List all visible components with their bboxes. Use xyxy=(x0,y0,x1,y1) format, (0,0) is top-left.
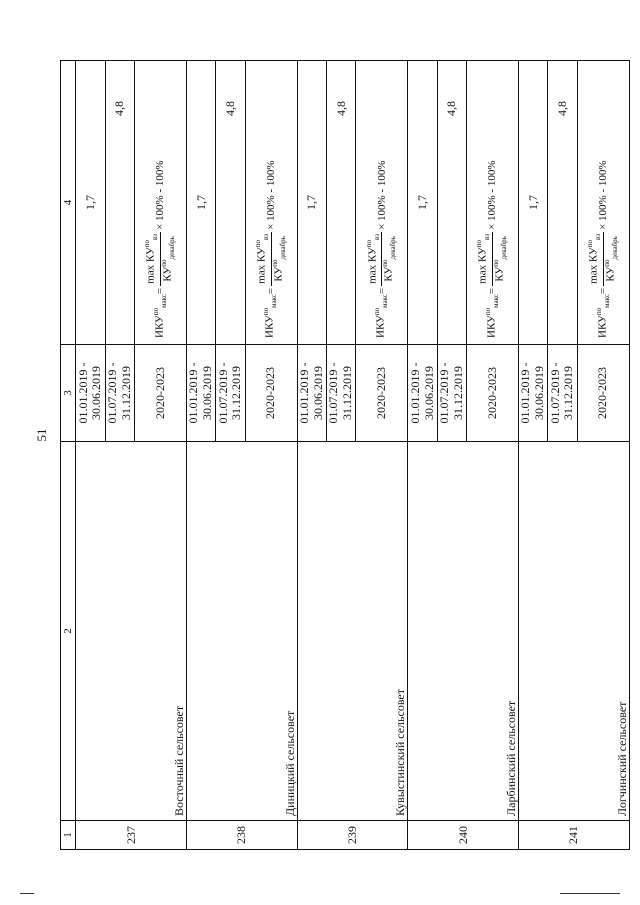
settlement-name: Ларбинский сельсовет xyxy=(408,442,519,821)
formula-cell xyxy=(577,61,629,345)
formula-lhs xyxy=(596,294,612,338)
formula-numerator xyxy=(476,232,493,286)
numerator-sub: вз xyxy=(483,233,492,240)
numerator-text: max КУ xyxy=(366,247,379,284)
formula-equals: = xyxy=(265,287,278,295)
scan-artifact xyxy=(20,893,34,894)
formula-fraction xyxy=(476,232,508,286)
table-row xyxy=(408,61,437,850)
header-col-4: 4 xyxy=(61,61,76,345)
formula-tail: × 100% - 100% xyxy=(597,160,610,230)
formula-denominator xyxy=(161,232,177,286)
row-number: 239 xyxy=(297,821,408,850)
header-col-3: 3 xyxy=(61,345,76,442)
denominator-sup: по xyxy=(492,259,500,267)
numerator-sub: вз xyxy=(372,233,381,240)
value-first-half: 1,7 xyxy=(76,61,105,345)
formula-lhs xyxy=(263,294,279,338)
formula-lhs-sub: макс xyxy=(380,294,389,308)
value-second-half: 4,8 xyxy=(437,61,466,345)
formula-denominator xyxy=(604,232,620,286)
formula xyxy=(143,160,176,338)
denominator-sub: декабрь xyxy=(278,236,287,260)
formula-tail: × 100% - 100% xyxy=(486,160,499,230)
rotated-table-area xyxy=(60,60,630,850)
period-first-half: 01.01.2019 - 30.06.2019 xyxy=(76,345,105,442)
numerator-sup: по xyxy=(586,240,595,248)
formula-lhs-text: ИКУ xyxy=(374,315,387,338)
value-second-half: 4,8 xyxy=(105,61,134,345)
table-wrapper xyxy=(60,60,630,850)
period-range: 2020-2023 xyxy=(356,345,408,442)
period-range: 2020-2023 xyxy=(134,345,186,442)
formula-lhs-text: ИКУ xyxy=(153,315,166,338)
denominator-sub: декабрь xyxy=(167,236,176,260)
formula-lhs-text: ИКУ xyxy=(596,315,609,338)
formula-lhs-sub: макс xyxy=(159,294,168,308)
numerator-text: max КУ xyxy=(255,247,268,284)
row-number: 241 xyxy=(519,821,630,850)
denominator-text: КУ xyxy=(604,266,617,282)
value-second-half: 4,8 xyxy=(548,61,577,345)
value-second-half: 4,8 xyxy=(216,61,245,345)
numerator-text: max КУ xyxy=(587,247,600,284)
numerator-sub: вз xyxy=(594,233,603,240)
settlement-name: Логчинский сельсовет xyxy=(519,442,630,821)
row-number: 240 xyxy=(408,821,519,850)
formula-fraction xyxy=(255,232,287,286)
formula-numerator xyxy=(587,232,604,286)
numerator-sup: по xyxy=(254,240,263,248)
formula xyxy=(254,160,287,338)
formula-equals: = xyxy=(154,287,167,295)
formula-lhs-sub: макс xyxy=(270,294,279,308)
period-second-half: 01.07.2019 - 31.12.2019 xyxy=(548,345,577,442)
numerator-sub: вз xyxy=(261,233,270,240)
period-first-half: 01.01.2019 - 30.06.2019 xyxy=(187,345,216,442)
formula-cell xyxy=(356,61,408,345)
header-row xyxy=(61,61,76,850)
formula-lhs-text: ИКУ xyxy=(485,315,498,338)
formula-lhs xyxy=(485,294,501,338)
settlement-name: Восточный сельсовет xyxy=(76,442,187,821)
scan-artifact xyxy=(560,893,620,894)
numerator-sup: по xyxy=(475,240,484,248)
formula-fraction xyxy=(144,232,176,286)
denominator-text: КУ xyxy=(493,266,506,282)
denominator-text: КУ xyxy=(382,266,395,282)
formula-cell xyxy=(134,61,186,345)
formula-lhs-sub: макс xyxy=(491,294,500,308)
formula-fraction xyxy=(587,232,619,286)
period-second-half: 01.07.2019 - 31.12.2019 xyxy=(105,345,134,442)
formula-equals: = xyxy=(375,287,388,295)
period-second-half: 01.07.2019 - 31.12.2019 xyxy=(326,345,355,442)
table-row xyxy=(519,61,548,850)
numerator-sup: по xyxy=(143,240,152,248)
denominator-sub: декабрь xyxy=(499,236,508,260)
denominator-text: КУ xyxy=(272,266,285,282)
formula-numerator xyxy=(144,232,161,286)
numerator-text: max КУ xyxy=(477,247,490,284)
formula-equals: = xyxy=(486,287,499,295)
formula-lhs xyxy=(153,294,169,338)
period-second-half: 01.07.2019 - 31.12.2019 xyxy=(216,345,245,442)
formula-cell xyxy=(466,61,518,345)
numerator-sup: по xyxy=(364,240,373,248)
formula xyxy=(475,160,508,338)
value-first-half: 1,7 xyxy=(519,61,548,345)
formula-tail: × 100% - 100% xyxy=(375,160,388,230)
period-range: 2020-2023 xyxy=(466,345,518,442)
period-range: 2020-2023 xyxy=(577,345,629,442)
formula-fraction xyxy=(366,232,398,286)
period-range: 2020-2023 xyxy=(245,345,297,442)
header-col-2: 2 xyxy=(61,442,76,821)
settlement-name: Кувыстинский сельсовет xyxy=(297,442,408,821)
denominator-sup: по xyxy=(381,259,390,267)
period-second-half: 01.07.2019 - 31.12.2019 xyxy=(437,345,466,442)
formula-denominator xyxy=(382,232,398,286)
page-number: 51 xyxy=(34,428,49,442)
formula-denominator xyxy=(493,232,509,286)
formula-numerator xyxy=(255,232,272,286)
formula xyxy=(364,160,398,338)
formula-equals: = xyxy=(597,287,610,295)
period-first-half: 01.01.2019 - 30.06.2019 xyxy=(297,345,326,442)
header-col-1: 1 xyxy=(61,821,76,850)
row-number: 238 xyxy=(187,821,298,850)
formula-lhs-sup: по xyxy=(262,307,271,316)
value-first-half: 1,7 xyxy=(408,61,437,345)
denominator-sup: по xyxy=(270,259,279,267)
formula-lhs-sup: по xyxy=(594,307,603,316)
tariff-table xyxy=(60,60,630,850)
table-row xyxy=(76,61,105,850)
value-second-half: 4,8 xyxy=(326,61,355,345)
denominator-sub: декабрь xyxy=(610,236,619,260)
denominator-sup: по xyxy=(602,259,611,267)
denominator-text: КУ xyxy=(161,266,174,282)
formula xyxy=(586,160,619,338)
formula-tail: × 100% - 100% xyxy=(154,160,167,230)
value-first-half: 1,7 xyxy=(297,61,326,345)
denominator-sup: по xyxy=(159,259,168,267)
settlement-name: Диницкий сельсовет xyxy=(187,442,298,821)
formula-denominator xyxy=(272,232,288,286)
denominator-sub: декабрь xyxy=(389,236,398,260)
row-number: 237 xyxy=(76,821,187,850)
formula-lhs-sub: макс xyxy=(602,294,611,308)
table-row xyxy=(187,61,216,850)
formula-tail: × 100% - 100% xyxy=(265,160,278,230)
numerator-text: max КУ xyxy=(145,247,158,284)
formula-lhs-sup: по xyxy=(151,307,160,316)
formula-lhs xyxy=(374,294,390,338)
formula-cell xyxy=(245,61,297,345)
period-first-half: 01.01.2019 - 30.06.2019 xyxy=(408,345,437,442)
numerator-sub: вз xyxy=(151,233,160,240)
formula-lhs-sup: по xyxy=(483,307,492,316)
formula-lhs-sup: по xyxy=(373,307,382,316)
period-first-half: 01.01.2019 - 30.06.2019 xyxy=(519,345,548,442)
table-row xyxy=(297,61,326,850)
formula-lhs-text: ИКУ xyxy=(264,315,277,338)
formula-numerator xyxy=(366,232,383,286)
value-first-half: 1,7 xyxy=(187,61,216,345)
